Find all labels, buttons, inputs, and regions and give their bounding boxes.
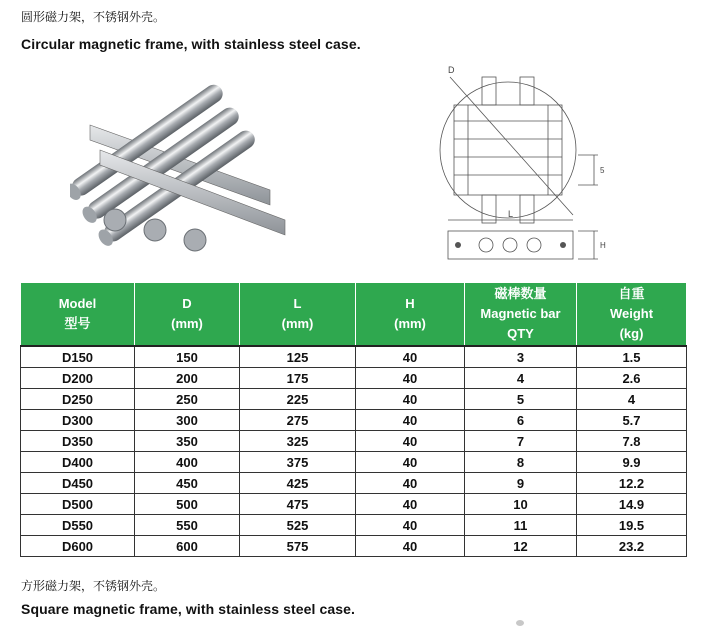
cell-model: D600 xyxy=(21,536,135,557)
technical-drawing xyxy=(428,55,608,270)
cell-d: 600 xyxy=(135,536,240,557)
cell-model: D550 xyxy=(21,515,135,536)
diagram-label-5: 5 xyxy=(600,166,605,175)
cell-qty: 9 xyxy=(465,473,577,494)
cell-l: 125 xyxy=(240,346,356,368)
table-row xyxy=(21,494,687,515)
header-weight: 自重 Weight (kg) xyxy=(577,283,687,347)
cell-model: D150 xyxy=(21,346,135,368)
cell-qty: 4 xyxy=(465,368,577,389)
cell-l: 525 xyxy=(240,515,356,536)
cell-weight: 2.6 xyxy=(577,368,687,389)
cell-model: D200 xyxy=(21,368,135,389)
table-row xyxy=(21,346,687,368)
cell-h: 40 xyxy=(356,410,465,431)
cell-weight: 1.5 xyxy=(577,346,687,368)
cell-model: D450 xyxy=(21,473,135,494)
cell-weight: 7.8 xyxy=(577,431,687,452)
table-row xyxy=(21,473,687,494)
cell-weight: 19.5 xyxy=(577,515,687,536)
cell-l: 475 xyxy=(240,494,356,515)
table-header-row xyxy=(21,283,687,347)
cell-model: D400 xyxy=(21,452,135,473)
diagram-label-l: L xyxy=(508,209,514,219)
cell-weight: 5.7 xyxy=(577,410,687,431)
cell-qty: 5 xyxy=(465,389,577,410)
cell-h: 40 xyxy=(356,473,465,494)
cell-weight: 23.2 xyxy=(577,536,687,557)
cell-d: 250 xyxy=(135,389,240,410)
cell-weight: 4 xyxy=(577,389,687,410)
cell-model: D500 xyxy=(21,494,135,515)
cell-h: 40 xyxy=(356,389,465,410)
cell-model: D350 xyxy=(21,431,135,452)
cell-qty: 12 xyxy=(465,536,577,557)
cell-qty: 10 xyxy=(465,494,577,515)
table-row xyxy=(21,452,687,473)
cell-weight: 14.9 xyxy=(577,494,687,515)
diagram-label-h: H xyxy=(600,241,606,250)
header-d: D (mm) xyxy=(135,283,240,347)
header-model: Model 型号 xyxy=(21,283,135,347)
cell-weight: 12.2 xyxy=(577,473,687,494)
table-row xyxy=(21,536,687,557)
cell-d: 500 xyxy=(135,494,240,515)
table-row xyxy=(21,410,687,431)
header-l: L (mm) xyxy=(240,283,356,347)
cell-qty: 3 xyxy=(465,346,577,368)
cell-h: 40 xyxy=(356,431,465,452)
table-row xyxy=(21,431,687,452)
cell-weight: 9.9 xyxy=(577,452,687,473)
cell-d: 300 xyxy=(135,410,240,431)
cell-l: 225 xyxy=(240,389,356,410)
section-title-english: Square magnetic frame, with stainless steel case. xyxy=(21,601,356,617)
cell-h: 40 xyxy=(356,452,465,473)
section-title-chinese: 圆形磁力架，不锈钢外壳。 xyxy=(21,10,166,24)
cell-h: 40 xyxy=(356,515,465,536)
table-row xyxy=(21,389,687,410)
magnetic-frame-photo xyxy=(70,80,310,260)
cell-h: 40 xyxy=(356,346,465,368)
cell-d: 550 xyxy=(135,515,240,536)
section-title-english: Circular magnetic frame, with stainless steel case. xyxy=(21,36,361,52)
table-row xyxy=(21,515,687,536)
cell-h: 40 xyxy=(356,368,465,389)
header-h: H (mm) xyxy=(356,283,465,347)
cell-h: 40 xyxy=(356,494,465,515)
cell-qty: 6 xyxy=(465,410,577,431)
spec-table xyxy=(20,282,687,557)
cell-d: 150 xyxy=(135,346,240,368)
decorative-dot xyxy=(516,620,524,626)
cell-l: 575 xyxy=(240,536,356,557)
table-row xyxy=(21,368,687,389)
cell-l: 175 xyxy=(240,368,356,389)
cell-d: 200 xyxy=(135,368,240,389)
header-qty: 磁棒数量 Magnetic bar QTY xyxy=(465,283,577,347)
cell-h: 40 xyxy=(356,536,465,557)
cell-l: 325 xyxy=(240,431,356,452)
cell-d: 450 xyxy=(135,473,240,494)
cell-model: D300 xyxy=(21,410,135,431)
diagram-label-d: D xyxy=(448,65,455,75)
cell-qty: 7 xyxy=(465,431,577,452)
cell-l: 375 xyxy=(240,452,356,473)
cell-d: 350 xyxy=(135,431,240,452)
cell-l: 275 xyxy=(240,410,356,431)
cell-qty: 11 xyxy=(465,515,577,536)
cell-d: 400 xyxy=(135,452,240,473)
cell-model: D250 xyxy=(21,389,135,410)
cell-qty: 8 xyxy=(465,452,577,473)
cell-l: 425 xyxy=(240,473,356,494)
section-title-chinese: 方形磁力架，不锈钢外壳。 xyxy=(21,579,166,593)
